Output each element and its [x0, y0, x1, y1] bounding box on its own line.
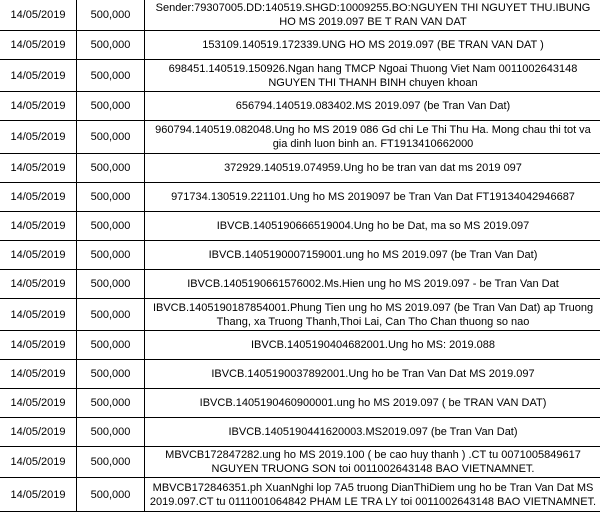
description-cell: 971734.130519.221101.Ung ho MS 2019097 be Tran Van Dat FT19134042946687 [145, 183, 600, 212]
description-cell: IBVCB.1405190187854001.Phung Tien ung ho MS 2019.097 (be Tran Van Dat) ap Truong Thang, xa Truong Thanh,Thoi Lai, Can Tho Chan thuong so nao [145, 299, 600, 331]
date-cell: 14/05/2019 [0, 478, 77, 512]
description-cell: 960794.140519.082048.Ung ho MS 2019 086 Gd chi Le Thi Thu Ha. Mong chau thi tot va gia dinh luon binh an. FT1913410662000 [145, 121, 600, 154]
table-row [0, 31, 600, 60]
table-row [0, 299, 600, 331]
table-row [0, 270, 600, 299]
description-cell: IBVCB.1405190404682001.Ung ho MS: 2019.088 [145, 331, 600, 360]
description-cell: IBVCB.1405190441620003.MS2019.097 (be Tran Van Dat) [145, 418, 600, 447]
table-row [0, 331, 600, 360]
date-cell: 14/05/2019 [0, 121, 77, 154]
amount-cell: 500,000 [77, 389, 145, 418]
description-cell: IBVCB.1405190460900001.ung ho MS 2019.097 ( be TRAN VAN DAT) [145, 389, 600, 418]
amount-cell: 500,000 [77, 447, 145, 478]
amount-cell: 500,000 [77, 0, 145, 31]
amount-cell: 500,000 [77, 418, 145, 447]
amount-cell: 500,000 [77, 270, 145, 299]
table-row [0, 92, 600, 121]
amount-cell: 500,000 [77, 121, 145, 154]
amount-cell: 500,000 [77, 154, 145, 183]
table-row [0, 478, 600, 512]
date-cell: 14/05/2019 [0, 31, 77, 60]
table-row [0, 389, 600, 418]
description-cell: MBVCB172846351.ph XuanNghi lop 7A5 truong DianThiDiem ung ho be Tran Van Dat MS 2019.097.CT tu 0111001064842 PHAM LE TRA LY toi 0011002643148 BAO VIETNAMNET. [145, 478, 600, 512]
date-cell: 14/05/2019 [0, 418, 77, 447]
description-cell: 372929.140519.074959.Ung ho be tran van dat ms 2019 097 [145, 154, 600, 183]
description-cell: IBVCB.1405190007159001.ung ho MS 2019.097 (be Tran Van Dat) [145, 241, 600, 270]
date-cell: 14/05/2019 [0, 447, 77, 478]
description-cell: IBVCB.1405190661576002.Ms.Hien ung ho MS 2019.097 - be Tran Van Dat [145, 270, 600, 299]
date-cell: 14/05/2019 [0, 360, 77, 389]
date-cell: 14/05/2019 [0, 60, 77, 92]
date-cell: 14/05/2019 [0, 299, 77, 331]
description-cell: IBVCB.1405190666519004.Ung ho be Dat, ma so MS 2019.097 [145, 212, 600, 241]
date-cell: 14/05/2019 [0, 154, 77, 183]
description-cell: MBVCB172847282.ung ho MS 2019.100 ( be cao huy thanh ) .CT tu 0071005849617 NGUYEN TRUONG SON toi 0011002643148 BAO VIETNAMNET. [145, 447, 600, 478]
description-cell: 153109.140519.172339.UNG HO MS 2019.097 (BE TRAN VAN DAT ) [145, 31, 600, 60]
amount-cell: 500,000 [77, 92, 145, 121]
date-cell: 14/05/2019 [0, 389, 77, 418]
table-row [0, 241, 600, 270]
date-cell: 14/05/2019 [0, 92, 77, 121]
date-cell: 14/05/2019 [0, 0, 77, 31]
date-cell: 14/05/2019 [0, 270, 77, 299]
amount-cell: 500,000 [77, 241, 145, 270]
table-row [0, 183, 600, 212]
table-row [0, 212, 600, 241]
description-cell: IBVCB.1405190037892001.Ung ho be Tran Van Dat MS 2019.097 [145, 360, 600, 389]
description-cell: Sender:79307005.DD:140519.SHGD:10009255.BO:NGUYEN THI NGUYET THU.IBUNG HO MS 2019.097 BE T RAN VAN DAT [145, 0, 600, 31]
table-row [0, 121, 600, 154]
date-cell: 14/05/2019 [0, 183, 77, 212]
table-row [0, 360, 600, 389]
amount-cell: 500,000 [77, 331, 145, 360]
amount-cell: 500,000 [77, 360, 145, 389]
amount-cell: 500,000 [77, 60, 145, 92]
table-row [0, 60, 600, 92]
table-row [0, 0, 600, 31]
description-cell: 656794.140519.083402.MS 2019.097 (be Tran Van Dat) [145, 92, 600, 121]
amount-cell: 500,000 [77, 183, 145, 212]
table-row [0, 447, 600, 478]
description-cell: 698451.140519.150926.Ngan hang TMCP Ngoai Thuong Viet Nam 0011002643148 NGUYEN THI THANH BINH chuyen khoan [145, 60, 600, 92]
date-cell: 14/05/2019 [0, 212, 77, 241]
table-row [0, 154, 600, 183]
amount-cell: 500,000 [77, 212, 145, 241]
date-cell: 14/05/2019 [0, 331, 77, 360]
date-cell: 14/05/2019 [0, 241, 77, 270]
amount-cell: 500,000 [77, 299, 145, 331]
amount-cell: 500,000 [77, 31, 145, 60]
table-row [0, 418, 600, 447]
amount-cell: 500,000 [77, 478, 145, 512]
